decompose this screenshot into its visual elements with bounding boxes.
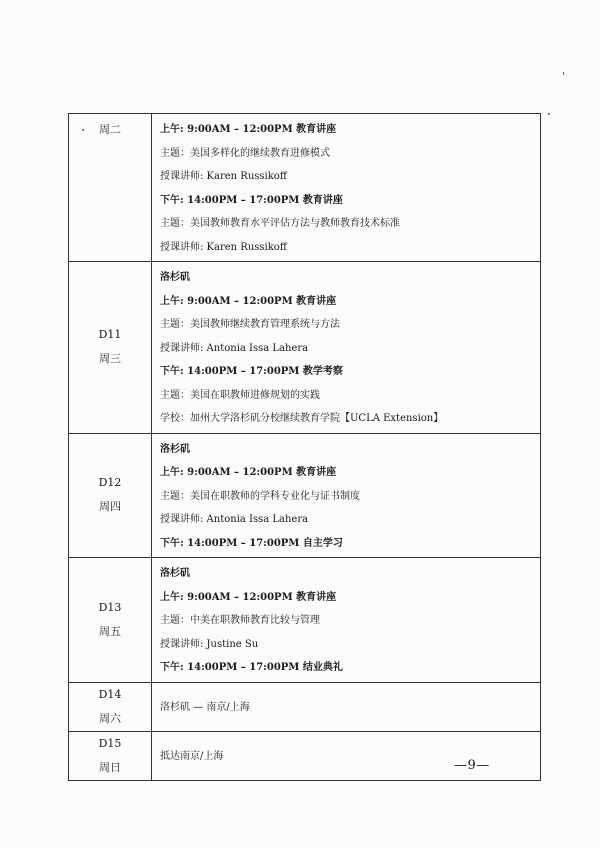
schedule-detail: 抵达南京/上海 (160, 750, 224, 762)
day-code: D11 (98, 328, 122, 342)
schedule-heading: 洛杉矶 (160, 272, 190, 283)
schedule-heading: 下午: 14:00PM – 17:00PM 教学考察 (160, 366, 343, 377)
itinerary-body (69, 114, 541, 781)
schedule-heading: 上午: 9:00AM – 12:00PM 教育讲座 (160, 467, 337, 478)
schedule-heading: 上午: 9:00AM – 12:00PM 教育讲座 (160, 124, 337, 135)
day-code: D14 (98, 687, 122, 701)
schedule-heading: 上午: 9:00AM – 12:00PM 教育讲座 (160, 295, 337, 307)
day-weekday: 周三 (99, 352, 121, 366)
schedule-cell (152, 433, 541, 558)
itinerary-row (69, 682, 541, 731)
scan-speck (548, 113, 550, 115)
day-weekday: 周四 (99, 500, 121, 514)
itinerary-row (69, 114, 541, 262)
schedule-heading: 下午: 14:00PM – 17:00PM 结业典礼 (160, 662, 343, 673)
day-cell (69, 433, 152, 558)
schedule-heading: 上午: 9:00AM – 12:00PM 教育讲座 (160, 591, 337, 603)
day-weekday: 周六 (99, 711, 121, 725)
schedule-detail: 授课讲师: Antonia Issa Lahera (160, 342, 309, 354)
day-weekday: 周二 (99, 123, 121, 136)
schedule-detail: 授课讲师: Karen Russikoff (160, 241, 287, 253)
schedule-heading: 洛杉矶 (160, 568, 190, 579)
day-weekday: 周五 (99, 624, 121, 638)
itinerary-row (69, 558, 541, 683)
itinerary-table (68, 113, 541, 781)
schedule-heading: 下午: 14:00PM – 17:00PM 自主学习 (160, 537, 343, 549)
schedule-detail: 主题：美国在职教师进修规划的实践 (160, 389, 320, 401)
schedule-detail: 主题：中美在职教师教育比较与管理 (160, 615, 320, 626)
day-cell (69, 558, 152, 683)
schedule-cell (152, 558, 541, 683)
day-code: D13 (98, 600, 122, 614)
page-number: —9— (454, 758, 490, 773)
schedule-detail: 主题：美国多样化的继续教育进修模式 (160, 147, 330, 159)
schedule-detail: 主题：美国教师教育水平评估方法与教师教育技术标准 (160, 218, 400, 229)
schedule-cell (152, 262, 541, 434)
schedule-cell (152, 114, 541, 262)
itinerary-row (69, 262, 541, 434)
day-code: D15 (98, 736, 122, 750)
day-cell (69, 262, 152, 434)
schedule-detail: 主题：美国在职教师的学科专业化与证书制度 (160, 490, 360, 502)
day-cell (69, 731, 152, 780)
scan-speck (563, 72, 564, 75)
schedule-detail: 主题：美国教师继续教育管理系统与方法 (160, 319, 340, 330)
day-cell (69, 114, 152, 262)
schedule-heading: 洛杉矶 (160, 443, 190, 455)
day-weekday: 周日 (99, 760, 121, 774)
schedule-detail: 授课讲师: Karen Russikoff (160, 171, 287, 182)
scan-speck (82, 129, 84, 131)
schedule-detail: 学校：加州大学洛杉矶分校继续教育学院【UCLA Extension】 (160, 413, 444, 424)
schedule-detail: 授课讲师: Antonia Issa Lahera (160, 514, 309, 525)
itinerary-row (69, 433, 541, 558)
day-cell (69, 682, 152, 731)
schedule-cell (152, 682, 541, 731)
schedule-heading: 下午: 14:00PM – 17:00PM 教育讲座 (160, 194, 343, 206)
schedule-detail: 洛杉矶 — 南京/上海 (160, 701, 250, 713)
schedule-detail: 授课讲师: Justine Su (160, 638, 259, 650)
day-code: D12 (98, 476, 122, 490)
